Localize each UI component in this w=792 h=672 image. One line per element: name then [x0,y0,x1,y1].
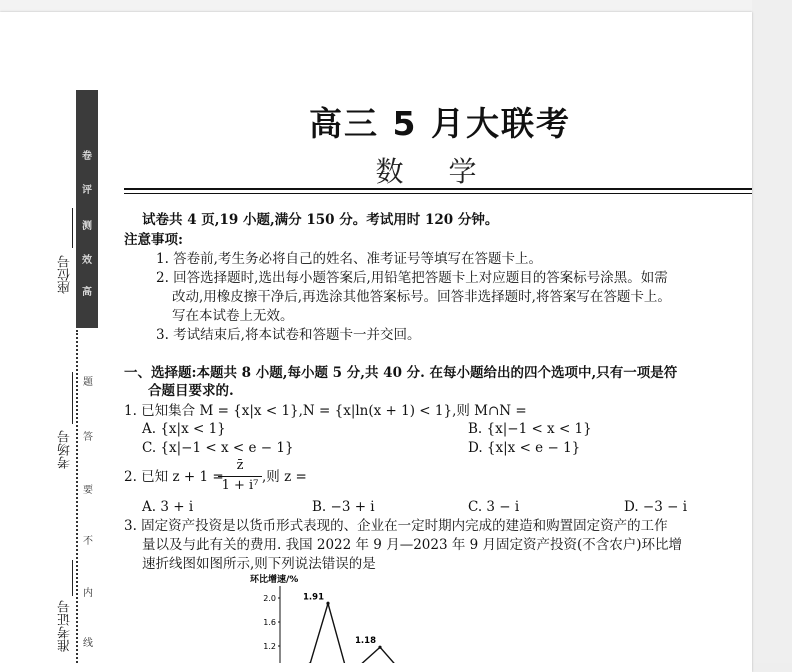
chart-data-label: 1.18 [355,636,376,647]
header-rule [124,188,752,190]
question-2-stem: 2. 已知 z + 1 = [124,469,224,485]
chart-y-label: 环比增速/% [250,575,299,585]
q2-option-c: C. 3 − i [468,499,520,515]
notice-item: 改动,用橡皮擦干净后,再选涂其他答案标号。回答非选择题时,将答案写在答题卡上。 [172,289,671,305]
seat-number-blank [72,208,73,248]
q2-option-a: A. 3 + i [142,499,194,515]
chart-series-line [310,603,400,663]
question-3-stem-cont: 量以及与此有关的费用. 我国 2022 年 9 月—2023 年 9 月固定资产投资(不含农户)环比增 [142,537,683,553]
question-3-stem: 3. 固定资产投资是以货币形式表现的、企业在一定时期内完成的建造和购置固定资产的工作 [124,518,668,534]
q2-fraction-bar [218,476,262,477]
section-heading-cont: 合题目要求的. [148,383,234,399]
strip-char: 测 [82,221,92,232]
exam-id-blank [72,560,73,596]
chart-point [326,602,329,605]
q2-fraction-numerator: z̄ [236,458,244,473]
exam-subject: 数 学 [375,155,495,188]
notice-heading: 注意事项: [124,232,183,248]
strip-char: 效 [82,255,92,266]
exam-title: 高三 5 月大联考 [309,104,571,143]
binding-dotted-line [76,330,78,663]
notice-item: 3. 考试结束后,将本试卷和答题卡一并交回。 [156,327,421,343]
chart-data-label: 1.91 [303,592,324,603]
chart-y-tick-label: 2.0 [263,594,276,603]
chart-y-tick-label: 1.6 [263,618,276,627]
strip-text: 内 [83,588,93,599]
q2-option-b: B. −3 + i [312,499,375,515]
q1-option-d: D. {x|x < e − 1} [468,440,581,456]
question-2-stem-end: ,则 z = [262,469,307,485]
strip-text: 不 [83,536,93,547]
growth-rate-chart [240,570,400,663]
exam-id-label: 准考证号 [58,600,73,652]
strip-char: 高 [82,287,92,298]
room-number-blank [72,372,73,424]
notice-item: 2. 回答选择题时,选出每小题答案后,用铅笔把答题卡上对应题目的答案标号涂黑。如需 [156,270,668,286]
question-1-stem: 1. 已知集合 M = {x|x < 1},N = {x|ln(x + 1) < 1},则 M∩N = [124,403,527,419]
window-top-bar [0,0,792,12]
strip-text: 要 [83,485,93,496]
q1-option-a: A. {x|x < 1} [142,421,226,437]
chart-point [378,646,381,649]
q2-fraction-denominator: 1 + i⁷ [221,478,259,493]
seat-number-label: 座位号 [58,255,73,294]
q1-option-b: B. {x|−1 < x < 1} [468,421,592,437]
question-3-stem-cont: 速折线图如图所示,则下列说法错误的是 [142,556,376,572]
chart-y-tick-label: 1.2 [263,642,276,651]
strip-text: 题 [83,377,93,388]
strip-text: 答 [83,432,93,443]
exam-info: 试卷共 4 页,19 小题,满分 150 分。考试用时 120 分钟。 [142,212,499,228]
strip-char: 评 [82,185,92,196]
header-rule-thin [124,193,752,194]
room-number-label: 考场号 [58,430,73,469]
strip-text: 线 [83,638,93,649]
notice-item: 1. 答卷前,考生务必将自己的姓名、准考证号等填写在答题卡上。 [156,251,542,267]
q2-option-d: D. −3 − i [624,499,688,515]
notice-item: 写在本试卷上无效。 [172,308,294,324]
strip-char: 卷 [82,151,92,162]
q1-option-c: C. {x|−1 < x < e − 1} [142,440,294,456]
section-heading: 一、选择题:本题共 8 小题,每小题 5 分,共 40 分. 在每小题给出的四个选项中,只有一项是符 [124,365,678,381]
